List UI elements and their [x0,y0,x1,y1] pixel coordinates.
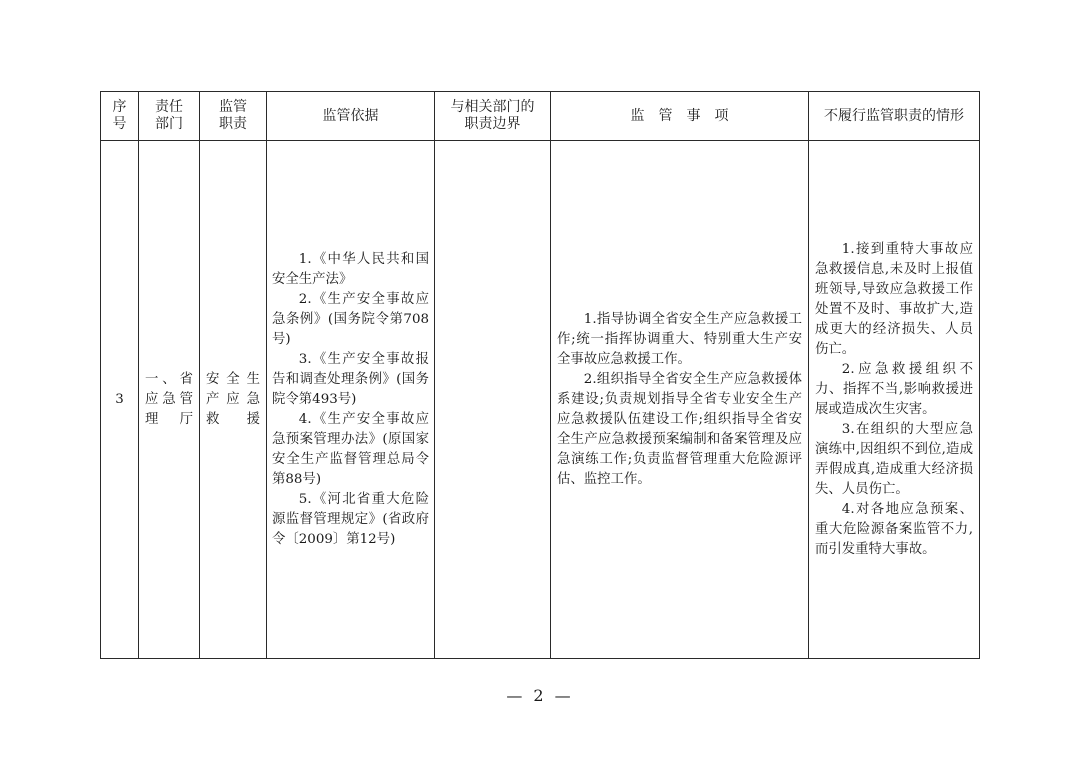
basis-item: 3.《生产安全事故报告和调查处理条例》(国务院令第493号) [272,351,429,407]
supervision-item: 2.组织指导全省安全生产应急救援体系建设;负责规划指导全省专业安全生产应急救援队伍建设工作;组织指导全省安全生产应急救援预案编制和备案管理及应急演练工作;负责监督管理重大危险源评估、监控工作。 [557,371,802,487]
basis-item: 2.《生产安全事故应急条例》(国务院令第708号) [272,291,429,347]
supervision-item: 1.指导协调全省安全生产应急救援工作;统一指挥协调重大、特别重大生产安全事故应急救援工作。 [557,311,802,367]
department-line: 理厅 [145,411,193,427]
header-cases: 不履行监管职责的情形 [809,92,980,141]
basis-item: 5.《河北省重大危险源监督管理规定》(省政府令〔2009〕第12号) [272,491,429,547]
failure-case: 2.应急救援组织不力、指挥不当,影响救援进展或造成次生灾害。 [815,361,973,417]
department-line: 一、省 [145,371,193,387]
header-basis: 监管依据 [267,92,435,141]
basis-item: 1.《中华人民共和国安全生产法》 [272,251,429,287]
duty-table [100,91,980,659]
department-line: 应急管 [145,391,193,407]
basis-item: 4.《生产安全事故应急预案管理办法》(原国家安全生产监督管理总局令第88号) [272,411,429,487]
header-row [101,92,980,141]
cell-seq: 3 [101,141,139,659]
cell-basis [267,141,435,659]
header-duty: 监管 职责 [200,92,267,141]
failure-case: 3.在组织的大型应急演练中,因组织不到位,造成弄假成真,造成重大经济损失、人员伤亡。 [815,421,973,497]
duty-line: 产应急 [206,391,260,407]
cell-items [551,141,809,659]
duty-line: 安全生 [206,371,260,387]
cell-duty [200,141,267,659]
header-seq: 序 号 [101,92,139,141]
header-items: 监 管 事 项 [551,92,809,141]
header-department: 责任 部门 [139,92,200,141]
header-boundary: 与相关部门的 职责边界 [435,92,551,141]
cell-boundary [435,141,551,659]
page-number: — 2 — [506,686,574,705]
duty-line: 救援 [206,411,260,427]
failure-case: 1.接到重特大事故应急救援信息,未及时上报值班领导,导致应急救援工作处置不及时、事故扩大,造成更大的经济损失、人员伤亡。 [815,241,973,357]
cell-department [139,141,200,659]
table-row [101,141,980,659]
failure-case: 4.对各地应急预案、重大危险源备案监管不力,而引发重特大事故。 [815,501,973,557]
cell-cases [809,141,980,659]
